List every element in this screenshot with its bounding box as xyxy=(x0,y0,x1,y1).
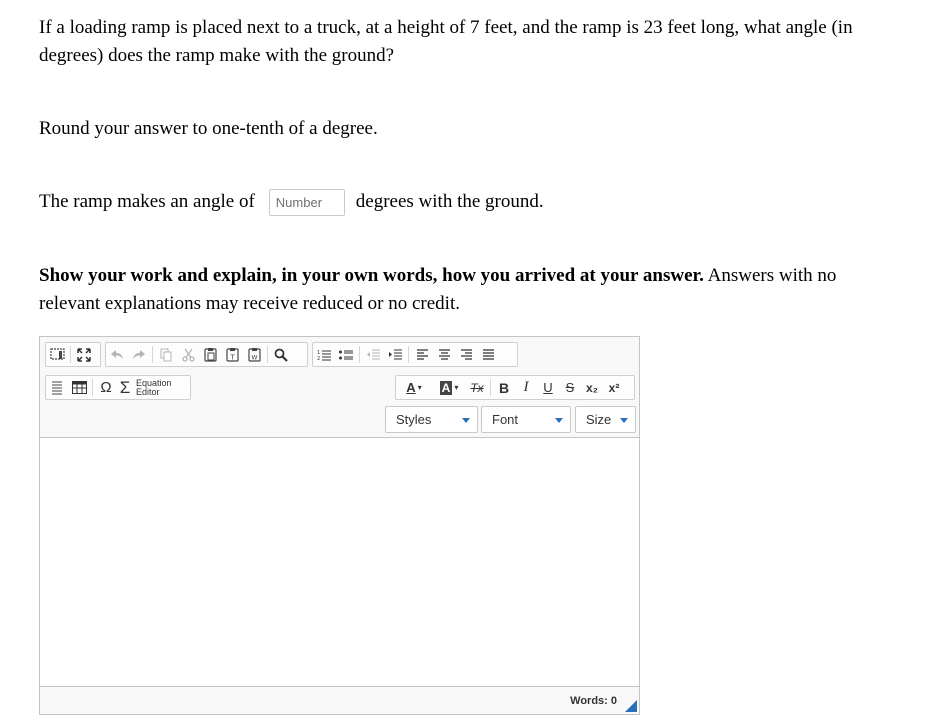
work-instruction-bold: Show your work and explain, in your own words, how you arrived at your answer. xyxy=(39,265,704,286)
align-justify-icon[interactable] xyxy=(477,344,499,366)
equation-label-2: Editor xyxy=(136,386,160,397)
bulleted-list-icon[interactable] xyxy=(335,344,357,366)
styles-dropdown[interactable] xyxy=(385,406,478,433)
editor-status-bar xyxy=(40,686,639,714)
svg-text:T: T xyxy=(230,353,235,362)
align-center-icon[interactable] xyxy=(433,344,455,366)
chevron-down-icon: ▾ xyxy=(454,383,459,392)
svg-text:1: 1 xyxy=(317,349,321,356)
align-left-icon[interactable] xyxy=(411,344,433,366)
paste-icon[interactable] xyxy=(199,344,221,366)
editor-toolbar xyxy=(40,337,639,438)
chevron-down-icon xyxy=(462,418,470,423)
find-icon[interactable] xyxy=(270,344,292,366)
strikethrough-button[interactable]: S xyxy=(565,380,575,395)
toolbar-separator xyxy=(359,346,360,363)
ramp-length: 23 xyxy=(643,17,663,38)
toolbar-separator xyxy=(92,379,93,396)
align-right-icon[interactable] xyxy=(455,344,477,366)
word-count: Words: 0 xyxy=(570,695,617,707)
background-color-icon: A xyxy=(441,380,451,395)
toolbar-group-edit xyxy=(105,342,308,367)
work-instruction-rest: Answers with no relevant explanations may receive reduced or no credit. xyxy=(39,265,837,314)
redo-icon[interactable] xyxy=(128,344,150,366)
question-part-2: feet, and the ramp is xyxy=(479,17,644,38)
horizontal-rule-icon[interactable] xyxy=(46,377,68,399)
bold-button[interactable]: B xyxy=(498,379,510,396)
italic-button[interactable]: I xyxy=(523,379,529,395)
toolbar-group-insert xyxy=(45,375,191,400)
question-part-3: feet long, what angle (in degrees) does the ramp make with the ground? xyxy=(39,17,853,66)
subscript-button[interactable]: x₂ xyxy=(585,380,598,395)
copy-icon[interactable] xyxy=(155,344,177,366)
svg-text:2: 2 xyxy=(317,355,321,361)
answer-suffix: degrees with the ground. xyxy=(355,191,544,212)
background-color-button[interactable] xyxy=(432,377,466,399)
chevron-down-icon: ▾ xyxy=(417,383,422,392)
svg-text:W: W xyxy=(251,354,257,362)
editor-content-area[interactable] xyxy=(40,438,639,688)
toolbar-group-paragraph xyxy=(312,342,518,367)
toolbar-group-format xyxy=(395,375,635,400)
maximize-icon[interactable] xyxy=(73,344,95,366)
special-char-omega-button[interactable]: Ω xyxy=(100,379,112,396)
indent-icon[interactable] xyxy=(384,344,406,366)
cut-icon[interactable] xyxy=(177,344,199,366)
toolbar-separator xyxy=(408,346,409,363)
remove-format-icon[interactable]: Tx xyxy=(470,380,484,395)
rounding-instruction: Round your answer to one-tenth of a degree. xyxy=(39,118,378,139)
undo-icon[interactable] xyxy=(106,344,128,366)
superscript-button[interactable]: x² xyxy=(608,380,620,395)
angle-number-input[interactable]: Number xyxy=(269,189,345,216)
toolbar-separator xyxy=(490,379,491,396)
size-dropdown[interactable] xyxy=(575,406,636,433)
text-color-icon: A xyxy=(406,380,416,395)
styles-label: Styles xyxy=(396,412,432,427)
underline-button[interactable]: U xyxy=(543,380,553,395)
equation-editor-button[interactable] xyxy=(133,379,172,397)
font-label: Font xyxy=(492,412,519,427)
toolbar-separator xyxy=(267,346,268,363)
toolbar-separator xyxy=(70,346,71,363)
toolbar-group-document xyxy=(45,342,101,367)
source-icon[interactable] xyxy=(46,344,68,366)
sigma-icon[interactable]: Σ xyxy=(119,377,131,397)
work-instruction xyxy=(39,262,899,318)
answer-sentence xyxy=(39,188,544,216)
ramp-height: 7 xyxy=(470,17,480,38)
font-dropdown[interactable] xyxy=(481,406,571,433)
resize-handle-icon[interactable] xyxy=(625,700,637,712)
size-label: Size xyxy=(586,412,612,427)
text-color-button[interactable] xyxy=(396,377,432,399)
answer-prefix: The ramp makes an angle of xyxy=(39,191,255,212)
question-part-1: If a loading ramp is placed next to a truck, at a height of xyxy=(39,17,471,38)
chevron-down-icon xyxy=(555,418,563,423)
numbered-list-icon[interactable] xyxy=(313,344,335,366)
outdent-icon[interactable] xyxy=(362,344,384,366)
paste-text-icon[interactable] xyxy=(221,344,243,366)
chevron-down-icon xyxy=(620,418,628,423)
toolbar-separator xyxy=(152,346,153,363)
equation-label-1: Equation xyxy=(136,377,172,388)
table-icon[interactable] xyxy=(68,377,90,399)
paste-word-icon[interactable] xyxy=(243,344,265,366)
rich-text-editor xyxy=(39,336,640,715)
question-text xyxy=(39,14,899,70)
